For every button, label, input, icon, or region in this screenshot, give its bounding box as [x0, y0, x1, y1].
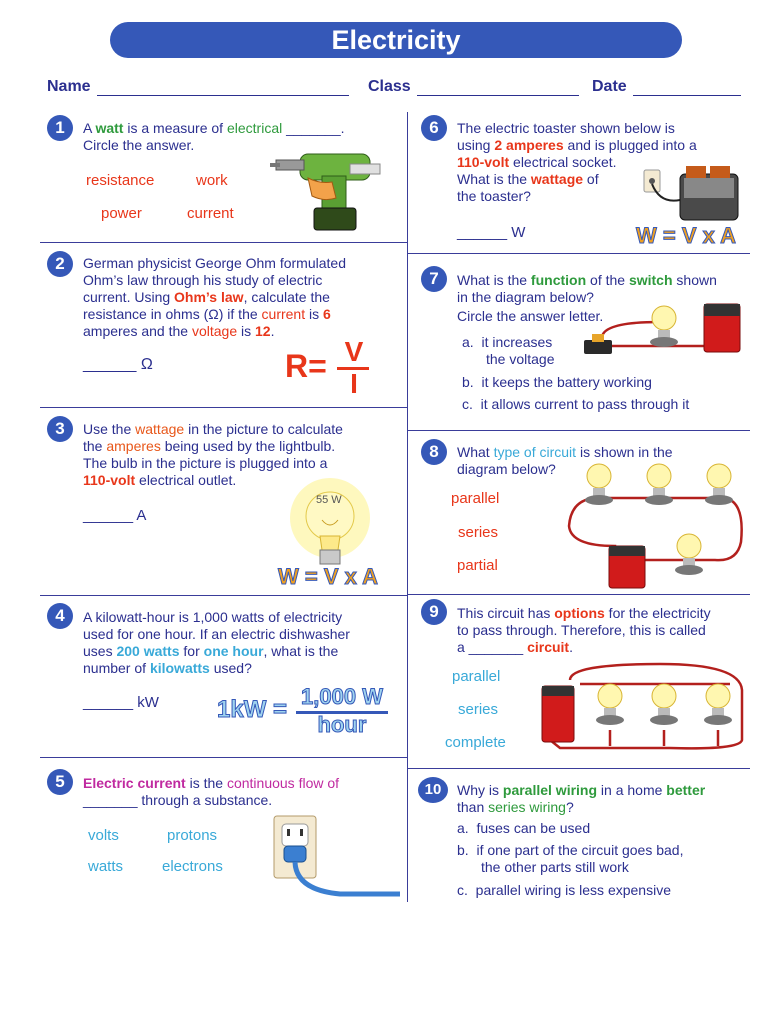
- series-circuit-diagram: [565, 462, 750, 590]
- formula-numerator: 1,000 W: [301, 684, 383, 709]
- question-7-text: What is the function of the switch shown in the diagram below? Circle the answer letter.: [457, 272, 717, 324]
- answer-option[interactable]: protons: [167, 827, 218, 844]
- divider: [40, 407, 407, 408]
- answer-blank[interactable]: ______ kW: [83, 694, 159, 711]
- date-field[interactable]: [592, 78, 741, 96]
- power-formula: W = V x A: [278, 564, 379, 589]
- wall-outlet-image: [270, 812, 402, 902]
- class-field[interactable]: [368, 78, 579, 96]
- ohms-law-formula: R=: [285, 348, 327, 384]
- question-6-text: The electric toaster shown below is using 2 amperes and is plugged into a 110-volt electrical socket. What is the wattage of the toaster?: [457, 120, 697, 204]
- question-number: 9: [421, 599, 447, 625]
- formula-denominator: I: [350, 368, 358, 399]
- question-1-text: A watt is a measure of electrical _______. Circle the answer.: [83, 120, 345, 153]
- class-label: Class: [368, 78, 411, 95]
- question-number: 3: [47, 416, 73, 442]
- question-9-text: This circuit has options for the electricity to pass through. Therefore, this is called a _______ circuit.: [457, 605, 711, 655]
- question-2-text: German physicist George Ohm formulated Ohm’s law through his study of electric current. Using Ohm’s law, calculate the resistance in ohms (Ω) if the current is 6 amperes and the voltage is 12.: [83, 255, 346, 339]
- question-number: 8: [421, 439, 447, 465]
- switch-circuit-diagram: [580, 300, 750, 360]
- question-4-text: A kilowatt-hour is 1,000 watts of electricity used for one hour. If an electric dishwasher uses 200 watts for one hour, what is the number of kilowatts used?: [83, 609, 350, 676]
- answer-option[interactable]: power: [101, 205, 142, 222]
- divider: [408, 594, 750, 595]
- name-field[interactable]: [47, 78, 349, 96]
- question-number: 1: [47, 115, 73, 141]
- question-5-text: Electric current is the continuous flow of _______ through a substance.: [83, 775, 340, 808]
- answer-option[interactable]: series: [458, 524, 499, 541]
- answer-choice[interactable]: a. fuses can be used: [457, 820, 591, 836]
- divider: [40, 757, 407, 758]
- question-10-text: Why is parallel wiring in a home better than series wiring?: [457, 782, 706, 815]
- answer-choice[interactable]: b. if one part of the circuit goes bad,: [457, 842, 684, 858]
- date-label: Date: [592, 78, 627, 95]
- question-number: 4: [47, 603, 73, 629]
- power-formula: W = V x A: [636, 223, 737, 248]
- answer-option[interactable]: electrons: [162, 858, 223, 875]
- answer-choice-continued: the other parts still work: [481, 859, 629, 875]
- page-title: Electricity: [110, 22, 682, 58]
- answer-choice-continued: the voltage: [486, 351, 555, 367]
- question-8-text: What type of circuit is shown in the diagram below?: [457, 444, 673, 477]
- question-number: 6: [421, 115, 447, 141]
- answer-choice[interactable]: c. parallel wiring is less expensive: [457, 882, 671, 898]
- divider: [408, 768, 750, 769]
- question-number: 5: [47, 769, 73, 795]
- bulb-wattage-label: 55 W: [316, 494, 342, 506]
- answer-option[interactable]: series: [458, 701, 499, 718]
- answer-option[interactable]: parallel: [452, 668, 501, 685]
- answer-option[interactable]: work: [196, 172, 228, 189]
- divider: [40, 242, 407, 243]
- answer-choice[interactable]: b. it keeps the battery working: [462, 374, 652, 390]
- answer-option[interactable]: resistance: [86, 172, 155, 189]
- answer-blank[interactable]: ______ A: [83, 507, 147, 524]
- divider: [40, 595, 407, 596]
- question-3-text: Use the wattage in the picture to calculate the amperes being used by the lightbulb. The bulb in the picture is plugged into a 110-volt electrical outlet.: [83, 421, 343, 488]
- parallel-circuit-diagram: [540, 660, 750, 752]
- divider: [408, 253, 750, 254]
- name-label: Name: [47, 78, 91, 95]
- answer-option[interactable]: partial: [457, 557, 498, 574]
- toaster-image: [640, 160, 750, 228]
- formula-numerator: V: [344, 336, 364, 367]
- question-number: 2: [47, 251, 73, 277]
- answer-option[interactable]: parallel: [451, 490, 500, 507]
- answer-option[interactable]: volts: [88, 827, 119, 844]
- answer-option[interactable]: current: [187, 205, 234, 222]
- divider: [408, 430, 750, 431]
- answer-option[interactable]: complete: [445, 734, 506, 751]
- answer-blank[interactable]: ______ Ω: [83, 356, 153, 373]
- column-divider: [407, 112, 408, 902]
- formula-denominator: hour: [317, 712, 367, 737]
- question-number: 10: [418, 777, 448, 803]
- question-number: 7: [421, 266, 447, 292]
- kilowatt-formula: 1kW =: [217, 696, 288, 723]
- answer-choice[interactable]: c. it allows current to pass through it: [462, 396, 690, 412]
- answer-option[interactable]: watts: [88, 858, 124, 875]
- answer-blank[interactable]: ______ W: [457, 224, 526, 241]
- answer-choice[interactable]: a. it increases: [462, 334, 553, 350]
- power-drill-image: [270, 148, 400, 238]
